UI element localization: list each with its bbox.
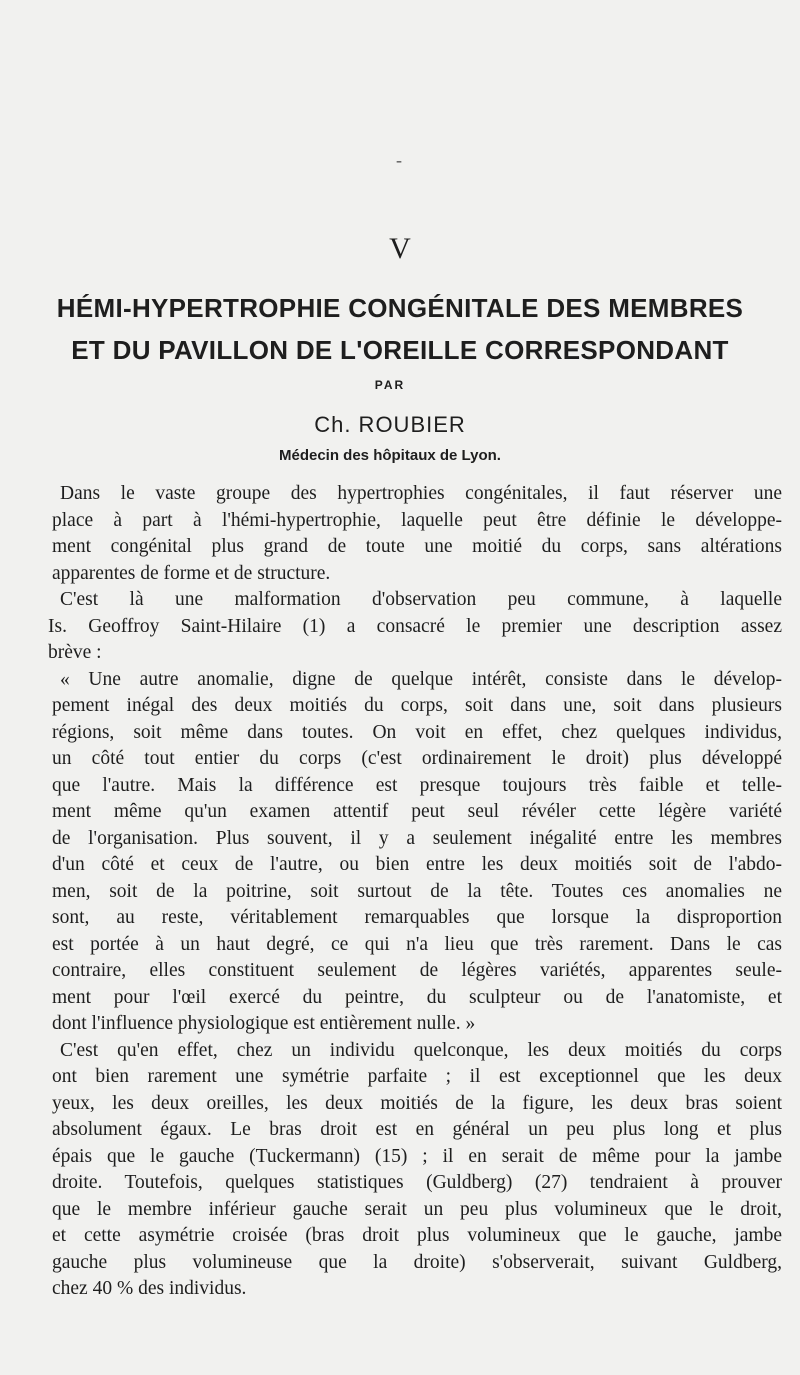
body-line: dont l'influence physiologique est entièrement nulle. »: [52, 1013, 476, 1034]
body-line: ment pour l'œil exercé du peintre, du sculpteur ou de l'anatomiste, et: [52, 986, 782, 1008]
page-mark: -: [396, 150, 402, 170]
body-line: place à part à l'hémi-hypertrophie, laquelle peut être définie le développe-: [52, 509, 782, 531]
body-line: d'un côté et ceux de l'autre, ou bien entre les deux moitiés soit de l'abdo-: [52, 854, 782, 875]
body-line: Dans le vaste groupe des hypertrophies congénitales, il faut réserver une: [60, 483, 782, 504]
body-line: de l'organisation. Plus souvent, il y a seulement inégalité entre les membres: [52, 827, 782, 849]
body-line: absolument égaux. Le bras droit est en général un peu plus long et plus: [52, 1119, 782, 1140]
body-line: pement inégal des deux moitiés du corps, soit dans une, soit dans plusieurs: [52, 695, 782, 716]
body-line: ment congénital plus grand de toute une moitié du corps, sans altérations: [52, 536, 782, 557]
author-name: Ch. ROUBIER: [314, 412, 466, 437]
body-line: gauche plus volumineuse que la droite) s'observerait, suivant Guldberg,: [52, 1251, 782, 1273]
body-line: Is. Geoffroy Saint-Hilaire (1) a consacré le premier une description assez: [48, 615, 782, 637]
body-line: sont, au reste, véritablement remarquables que lorsque la disproportion: [52, 907, 782, 928]
body-line: yeux, les deux oreilles, les deux moitiés de la figure, les deux bras soient: [52, 1092, 782, 1114]
body-line: droite. Toutefois, quelques statistiques (Guldberg) (27) tendraient à prouver: [52, 1172, 782, 1193]
body-line: et cette asymétrie croisée (bras droit plus volumineux que le gauche, jambe: [52, 1225, 782, 1246]
body-line: est portée à un haut degré, ce qui n'a lieu que très rarement. Dans le cas: [52, 933, 782, 955]
body-line: contraire, elles constituent seulement de légères variétés, apparentes seule-: [52, 960, 782, 981]
body-line: épais que le gauche (Tuckermann) (15) ; il en serait de même pour la jambe: [52, 1145, 782, 1167]
body-line: ment même qu'un examen attentif peut seul révéler cette légère variété: [52, 801, 782, 822]
body-line: que le membre inférieur gauche serait un peu plus volumineux que le droit,: [52, 1198, 782, 1220]
body-line: que l'autre. Mais la différence est presque toujours très faible et telle-: [52, 774, 782, 796]
body-line: ont bien rarement une symétrie parfaite ; il est exceptionnel que les deux: [52, 1066, 782, 1087]
author-affiliation: Médecin des hôpitaux de Lyon.: [279, 447, 501, 464]
body-line: apparentes de forme et de structure.: [52, 562, 331, 584]
body-line: « Une autre anomalie, digne de quelque intérêt, consiste dans le dévelop-: [60, 668, 782, 690]
body-line: C'est qu'en effet, chez un individu quelconque, les deux moitiés du corps: [60, 1039, 782, 1061]
chapter-number: V: [389, 232, 411, 265]
byline-label: PAR: [374, 378, 406, 392]
body-text: [48, 481, 782, 1303]
title-line-1: HÉMI-HYPERTROPHIE CONGÉNITALE DES MEMBRES: [56, 293, 744, 323]
body-line: brève :: [48, 642, 102, 663]
body-line: un côté tout entier du corps (c'est ordinairement le droit) plus développé: [52, 748, 782, 769]
body-line: régions, soit même dans toutes. On voit en effet, chez quelques individus,: [52, 721, 782, 743]
body-line: chez 40 % des individus.: [52, 1278, 247, 1299]
body-line: C'est là une malformation d'observation peu commune, à laquelle: [60, 589, 782, 610]
title-line-2: ET DU PAVILLON DE L'OREILLE CORRESPONDANT: [71, 335, 729, 365]
body-line: men, soit de la poitrine, soit surtout de la tête. Toutes ces anomalies ne: [52, 880, 782, 902]
